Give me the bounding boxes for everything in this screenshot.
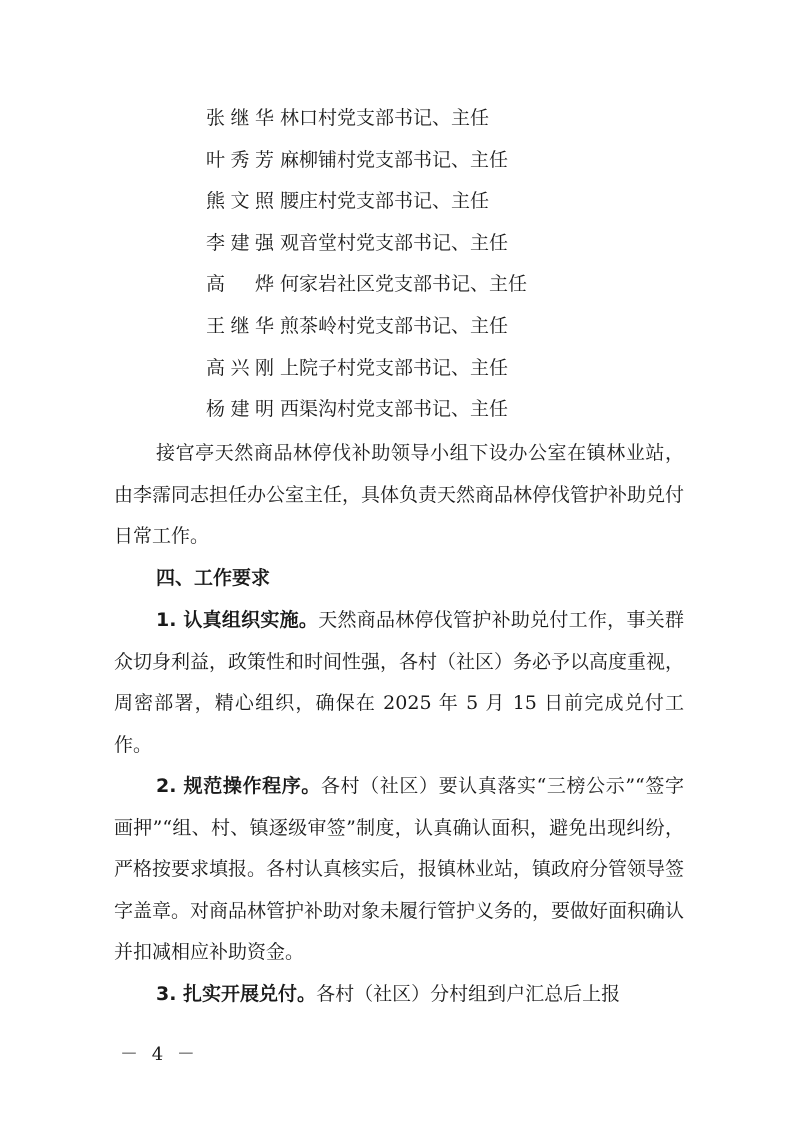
requirement-lead: 3. 扎实开展兑付。 bbox=[156, 983, 317, 1005]
requirement-paragraph bbox=[114, 766, 684, 974]
member-row bbox=[206, 98, 527, 140]
requirement-lead: 2. 规范操作程序。 bbox=[156, 775, 321, 797]
member-role: 煎茶岭村党支部书记、主任 bbox=[280, 314, 509, 337]
requirement-text: 天然商品林停伐管护补助兑付工作，事关群众切身利益，政策性和时间性强，各村（社区）务必予以高度重视，周密部署，精心组织，确保在 2025 年 5 月 15 日前完成兑付工作。 bbox=[114, 609, 685, 756]
page-number: － 4 － bbox=[120, 1044, 199, 1065]
member-role: 何家岩社区党支部书记、主任 bbox=[280, 273, 528, 296]
member-list bbox=[206, 98, 527, 431]
member-name: 熊文照 bbox=[206, 190, 274, 213]
member-row bbox=[206, 140, 527, 182]
member-role: 西渠沟村党支部书记、主任 bbox=[280, 398, 509, 421]
member-row bbox=[206, 223, 527, 265]
member-name: 叶秀芳 bbox=[206, 148, 274, 171]
member-row bbox=[206, 389, 527, 431]
member-row bbox=[206, 348, 527, 390]
member-row bbox=[206, 181, 527, 223]
member-role: 麻柳铺村党支部书记、主任 bbox=[280, 148, 509, 171]
member-name: 高烨 bbox=[206, 273, 274, 296]
office-paragraph: 接官亭天然商品林停伐补助领导小组下设办公室在镇林业站，由李霈同志担任办公室主任，具体负责天然商品林停伐管护补助兑付日常工作。 bbox=[114, 442, 685, 548]
member-row bbox=[206, 264, 527, 306]
member-name: 杨建明 bbox=[206, 398, 274, 421]
member-role: 上院子村党支部书记、主任 bbox=[280, 356, 509, 379]
member-role: 林口村党支部书记、主任 bbox=[280, 107, 490, 129]
requirement-paragraph bbox=[114, 600, 684, 766]
requirement-text: 各村（社区）要认真落实“三榜公示”“签字画押”“组、村、镇逐级审签”制度，认真确认面积，避免出现纠纷，严格按要求填报。各村认真核实后，报镇林业站，镇政府分管领导签字盖章。对商品林管护补助对象未履行管护义务的，要做好面积确认并扣减相应补助资金。 bbox=[114, 775, 685, 964]
member-name: 王继华 bbox=[206, 314, 274, 337]
member-name: 李建强 bbox=[206, 231, 274, 254]
requirement-lead: 1. 认真组织实施。 bbox=[156, 609, 319, 631]
member-name: 张继华 bbox=[206, 107, 274, 129]
member-role: 观音堂村党支部书记、主任 bbox=[280, 231, 509, 254]
requirement-paragraph bbox=[114, 974, 684, 1016]
member-role: 腰庄村党支部书记、主任 bbox=[280, 190, 490, 213]
member-row bbox=[206, 306, 527, 348]
member-name: 高兴刚 bbox=[206, 356, 274, 379]
requirement-text: 各村（社区）分村组到户汇总后上报 bbox=[316, 983, 621, 1005]
section-heading: 四、工作要求 bbox=[156, 567, 271, 589]
